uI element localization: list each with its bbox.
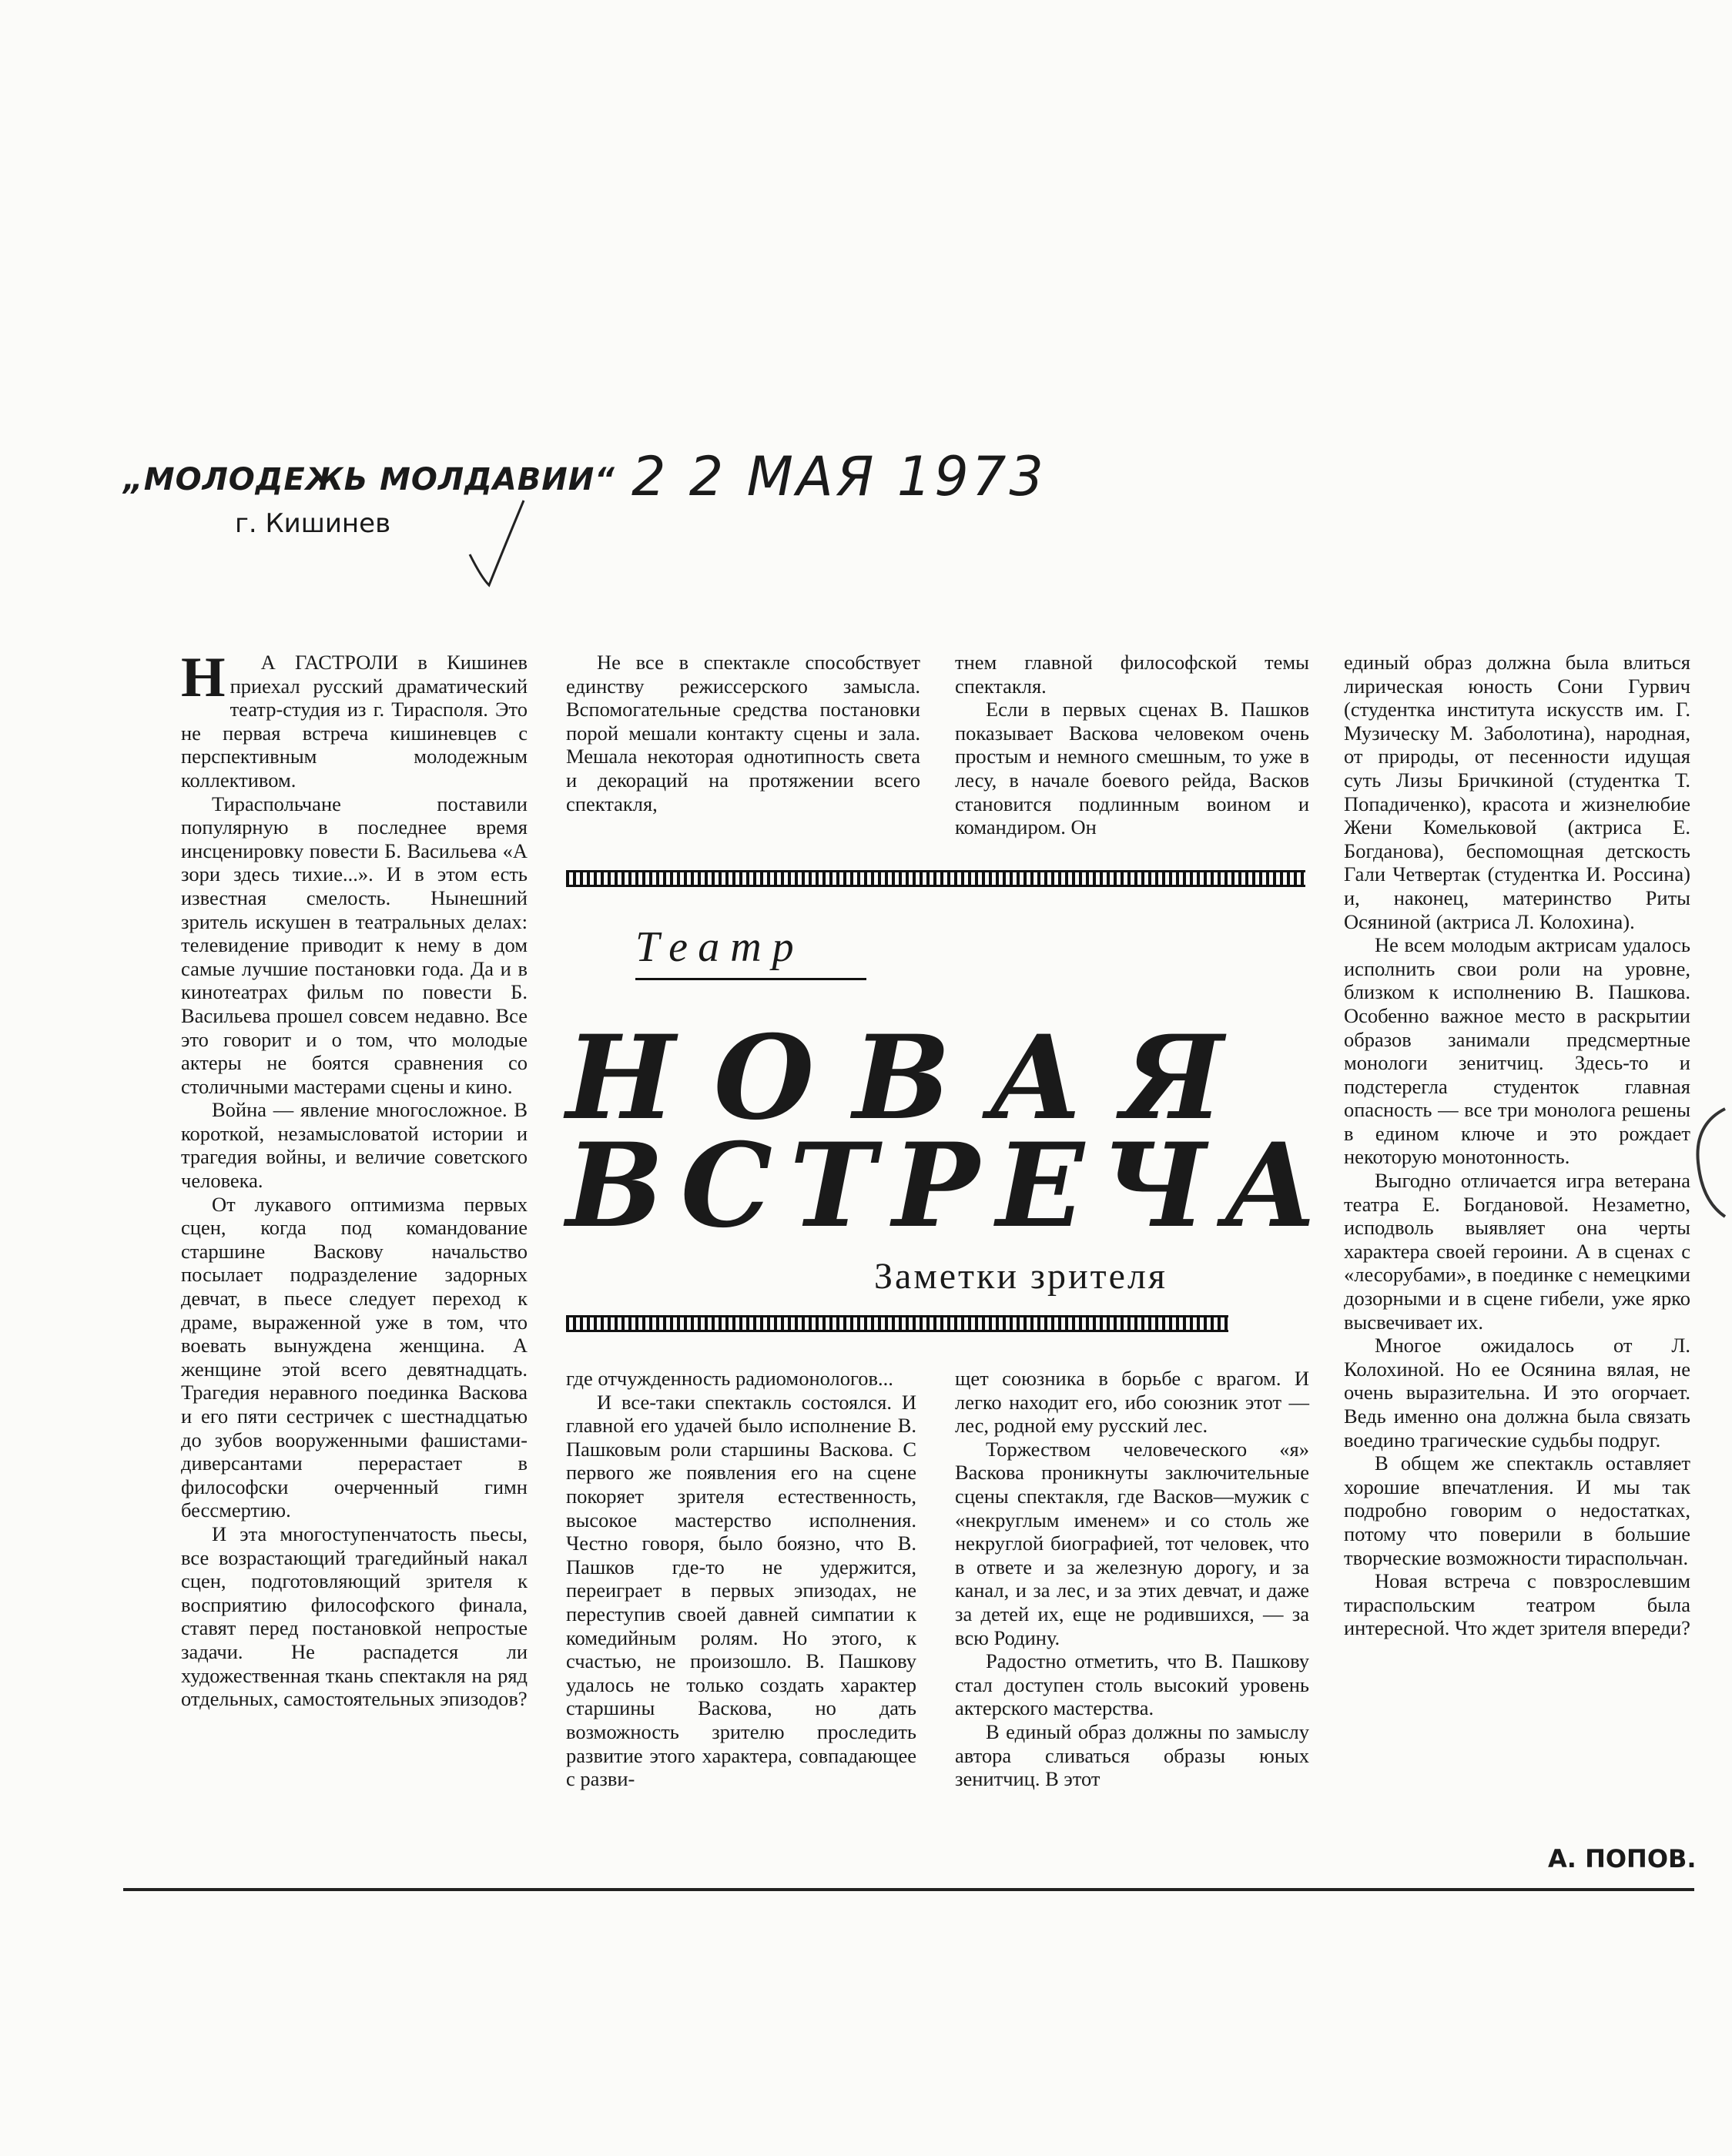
article-column-4 [1344,651,1690,1640]
paragraph: И эта многоступенчатость пьесы, все возрастающий трагедийный накал сцен, подготовляющий зрителя к восприятию философского финала, ставят перед постановкой непростые задачи. Не распадется ли художественная ткань спектакля на ряд отдельных, самостоятельных эпизодов? [181,1522,528,1711]
paragraph: тнем главной философской темы спектакля. [955,651,1309,698]
article-column-2-bottom [566,1367,916,1791]
newspaper-city: г. Кишинев [235,508,391,539]
paragraph: щет союзника в борьбе с врагом. И легко находит его, ибо союзник этот — лес, родной ему русский лес. [955,1367,1309,1438]
decorative-rule-top [566,870,1305,887]
paragraph: Выгодно отличается игра ветерана театра Е. Богдановой. Незаметно, исподволь выявляет она черты характера своей героини. А в сценах с «лесорубами», в поединке с немецкими дозорными и в сцене гибели, уже ярко высвечивает их. [1344,1169,1690,1334]
paragraph: Н А ГАСТРОЛИ в Кишинев приехал русский драматический театр-студия из г. Тирасполя. Это не первая встреча кишиневцев с перспективным молодежным коллективом. [181,651,528,792]
drop-cap: Н [181,646,226,709]
paragraph: Новая встреча с повзрослевшим тираспольским театром была интересной. Что ждет зрителя впереди? [1344,1569,1690,1640]
headline-line-2: ВСТРЕЧА [566,1118,1335,1254]
paragraph: Многое ожидалось от Л. Колохиной. Но ее Осянина вялая, не очень выразительна. И это огорчает. Ведь именно она должна была связать воедино трагические судьбы подруг. [1344,1334,1690,1451]
paragraph: В единый образ должны по замыслу автора сливаться образы юных зенитчиц. В этот [955,1719,1309,1791]
paragraph: От лукавого оптимизма первых сцен, когда под командование старшине Васкову начальство посылает подразделение задорных девчат, в пьесе следует переход к драме, выраженной уже в том, что воевать вынуждена женщина. А женщине этой всего девятнадцать. Трагедия неравного поединка Васкова и его пяти сестричек с шестнадцатью до зубов вооруженными фашистами-диверсантами перерастает в философски очерченный гимн бессмертию. [181,1192,528,1522]
article-column-1 [181,646,528,1711]
paragraph: В общем же спектакль оставляет хорошие впечатления. И мы так подробно говорим о недостатках, потому что поверили в большие творческие возможности тираспольчан. [1344,1451,1690,1569]
paragraph: единый образ должна была влиться лирическая юность Сони Гурвич (студентка института искусств им. Г. Музическу М. Заболотина), народная, от природы, от песенности идущая суть Лизы Бричкиной (студентка Т. Попадиченко), красота и жизнелюбие Жени Комельковой (актриса Е. Богданова), беспомощная детскость Гали Четвертак (студентка И. Россина) и, наконец, материнство Риты Осяниной (актриса Л. Колохина). [1344,651,1690,933]
headline-line-1: НОВАЯ [566,1010,1262,1146]
clipping-date: 2 2 МАЯ 1973 [631,445,1047,508]
hole-punch-mark-icon [1690,1101,1729,1224]
paragraph: Тираспольчане поставили популярную в последнее время инсценировку повести Б. Васильева «А зори здесь тихие...». И в этом есть известная смелость. Нынешний зритель искушен в театральных делах: телевидение приводит к нему в дом самые лучшие постановки года. Да и в кинотеатрах фильм по повести Б. Васильева прошел совсем недавно. Все это говорит и о том, что молодые актеры не боятся сравнения со столичными мастерами сцены и кино. [181,792,528,1098]
article-author: А. ПОПОВ. [1548,1844,1697,1873]
article-column-3-top [955,651,1309,839]
clipping-bottom-edge [123,1888,1694,1891]
headline-subtitle: Заметки зрителя [874,1256,1168,1297]
checkmark-icon [462,493,531,593]
article-column-3-bottom [955,1367,1309,1791]
newspaper-name: „МОЛОДЕЖЬ МОЛДАВИИ“ [123,462,615,497]
section-rubric: Театр [635,923,805,971]
paragraph: Радостно отметить, что В. Пашкову стал доступен столь высокий уровень актерского мастерства. [955,1649,1309,1720]
paragraph: И все-таки спектакль состоялся. И главной его удачей было исполнение В. Пашковым роли старшины Васкова. С первого же появления его на сцене покоряет зрителя естественность, высокое мастерство исполнения. Честно говоря, было боязно, что В. Пашков где-то не удержится, переиграет в первых эпизодах, не переступив своей давней симпатии к комедийным ролям. Но этого, к счастью, не произошло. В. Пашкову удалось не только создать характер старшины Васкова, но дать возможность зрителю проследить развитие этого характера, совпадающее с разви- [566,1390,916,1791]
rubric-underline [635,978,866,980]
paragraph: Если в первых сценах В. Пашков показывает Васкова человеком очень простым и немного смешным, то уже в лесу, в начале боевого рейда, Васков становится подлинным воином и командиром. Он [955,698,1309,839]
article-column-2-top [566,651,920,815]
paragraph: где отчужденность радиомонологов... [566,1367,893,1390]
paragraph: Не всем молодым актрисам удалось исполнить свои роли на уровне, близком к исполнению В. Пашкова. Особенно важное место в раскрытии образов занимали предсмертные монологи зенитчиц. Здесь-то и подстерегла студенток главная опасность — все три монолога решены в едином ключе и это рождает некоторую монотонность. [1344,933,1690,1169]
paragraph: Не все в спектакле способствует единству режиссерского замысла. Вспомогательные средства постановки порой мешали контакту сцены и зала. Мешала некоторая однотипность света и декораций на протяжении всего спектакля, [566,651,920,815]
decorative-rule-bottom [566,1315,1228,1332]
paragraph: Торжеством человеческого «я» Васкова проникнуты заключительные сцены спектакля, где Васков—мужик с «некруглым именем» и со столь же некруглой биографией, тот человек, что в ответе и за железную дорогу, и за канал, и за лес, и за этих девчат, и даже за детей их, еще не родившихся, — за всю Родину. [955,1437,1309,1649]
paragraph: Война — явление многосложное. В короткой, незамысловатой истории и трагедия войны, и величие советского человека. [181,1098,528,1193]
